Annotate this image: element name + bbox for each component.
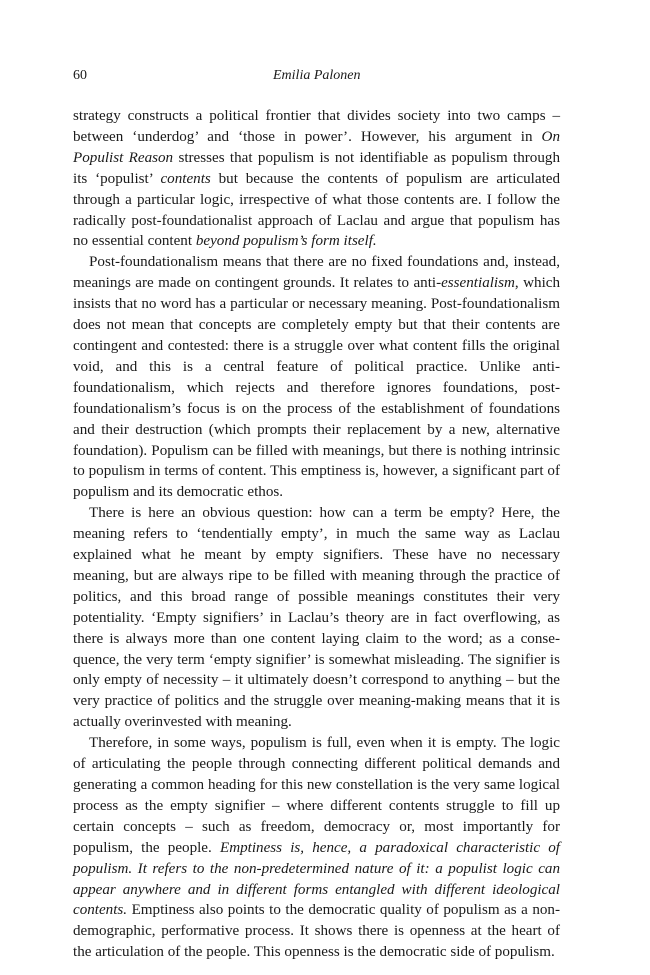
italic-text-run: essentialism xyxy=(441,275,515,292)
text-run: strategy constructs a political frontier that divides society into two camps – between ‘underdog’ and ‘those in power’. However, his argument in xyxy=(73,108,560,145)
paragraph xyxy=(73,252,560,503)
running-title: Emilia Palonen xyxy=(273,68,361,83)
paragraph xyxy=(73,106,560,252)
book-page xyxy=(73,68,560,963)
page-number: 60 xyxy=(73,68,87,83)
text-run: Emptiness also points to the democratic quality of populism as a non-demographic, performative process. It shows there is openness at the heart of the articulation of the people. This openness is the democratic side of populism. xyxy=(73,902,560,961)
italic-text-run: contents xyxy=(160,170,211,187)
text-run: Therefore, in some ways, populism is full, even when it is empty. The logic of articulating the people through connecting different political demands and generating a common heading for this new constellation is the very same logical process as the empty signifier – where different contents struggle to fill up certain concepts – such as freedom, democracy or, most importantly for populism, the people. xyxy=(73,735,560,856)
italic-text-run: On Populist Reason xyxy=(73,128,560,166)
italic-text-run: Emptiness is, hence, a paradoxical characteristic of populism. It refers to the non-predetermined nature of it: a populist logic can appear anywhere and in different forms entangled with different ideological contents. xyxy=(73,839,560,919)
italic-text-run: beyond populism’s form itself. xyxy=(195,233,377,250)
body-text xyxy=(73,106,560,963)
text-run: , which insists that no word has a particular or necessary meaning. Post-foundationalism does not mean that concepts are completely empty but that their contents are contingent and contested: there is a struggle over what content fills the original void, and this is a central feature of political practice. Unlike anti-foundationalism, which rejects and therefore ignores foundations, post-foundationalism’s focus is on the process of the establishment of foundations and their destruction (which prompts their replacement by a new, alternative foundation). Populism can be filled with meanings, but there is nothing intrinsic to populism in terms of content. This emptiness is, however, a significant part of populism and its democratic ethos. xyxy=(73,275,561,501)
text-run: stresses that populism is not identifiable as populism through its ‘populist’ xyxy=(73,149,560,187)
text-run: There is here an obvious question: how can a term be empty? Here, the meaning refers to ‘tendentially empty’, in much the same way as Laclau explained what he meant by empty signifiers. These have no necessary meaning, but are always ripe to be filled with meaning through the practice of politics, and this broad range of possible meanings constitutes their very potentiality. ‘Empty signifiers’ in Laclau’s theory are in fact overflowing, as there is always more than one content laying claim to the word; as a consequence, the very term ‘empty signifier’ is somewhat misleading. The signifier is only empty of necessity – it ultimately doesn’t correspond to anything – but the very practice of politics and the struggle over meaning-making means that it is actually overinvested with meaning. xyxy=(73,505,560,731)
paragraph xyxy=(73,503,560,733)
text-run: Post-foundationalism means that there are no fixed foundations and, instead, meanings are made on contingent grounds. It relates to anti- xyxy=(73,254,560,292)
text-run: but because the contents of populism are articulated through a particular logic, irrespective of what those contents are. I follow the radically post-foundationalist approach of Laclau and argue that populism has no essential content xyxy=(73,170,561,250)
running-header xyxy=(73,68,560,92)
paragraph xyxy=(73,733,560,963)
